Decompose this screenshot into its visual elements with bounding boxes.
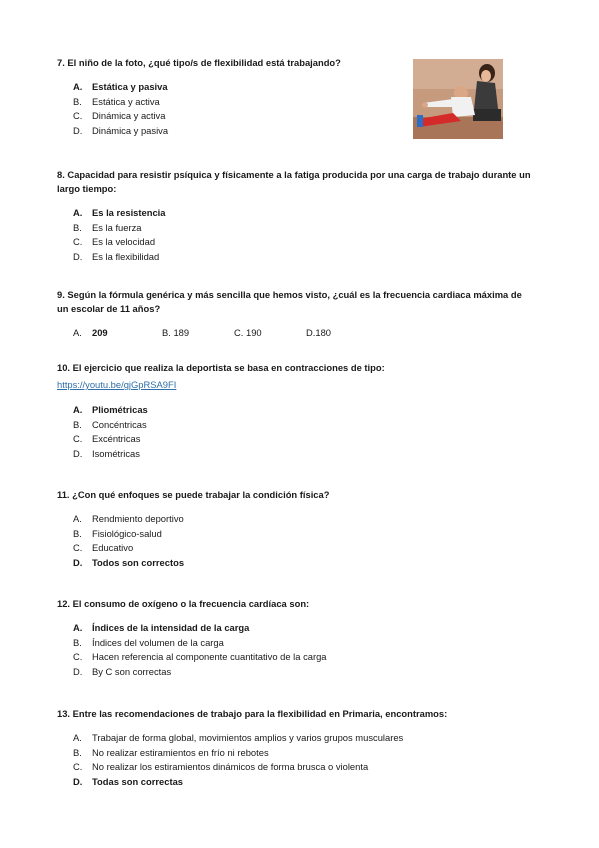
question-12-options [57,621,535,679]
question-12-text: 12. El consumo de oxígeno o la frecuencia cardíaca son: [57,598,310,609]
option-d[interactable]: D. Isométricas [73,447,140,459]
question-12 [57,597,535,679]
option-a-letter: A. [73,327,82,338]
question-11-text: 11. ¿Con qué enfoques se puede trabajar la condición física? [57,489,330,500]
option-a[interactable]: A. Es la resistencia [73,207,166,218]
question-11 [57,488,535,570]
option-b[interactable]: B. Fisiológico-salud [73,527,162,539]
video-link[interactable]: https://youtu.be/gjGpRSA9FI [57,379,177,390]
question-7-text: 7. El niño de la foto, ¿qué tipo/s de flexibilidad está trabajando? [57,57,341,68]
question-7-options [57,80,535,138]
option-c[interactable]: C. Educativo [73,542,134,554]
question-9-options [57,326,535,340]
question-9-text: 9. Según la fórmula genérica y más sencilla que hemos visto, ¿cuál es la frecuencia cardiaca máxima de un escolar de 11 años? [57,289,522,314]
option-c[interactable]: C. Dinámica y activa [73,110,166,122]
question-13-options [57,731,535,789]
question-9 [57,288,535,340]
question-10 [57,361,535,461]
option-d[interactable]: D. Es la flexibilidad [73,250,160,262]
question-11-options [57,512,535,570]
option-a[interactable]: A. Índices de la intensidad de la carga [73,622,250,633]
question-8-options [57,206,535,264]
option-d[interactable]: D. By C son correctas [73,665,172,677]
option-b[interactable]: B. Es la fuerza [73,221,142,233]
option-b[interactable]: B. No realizar estiramientos en frío ni rebotes [73,746,269,758]
option-d[interactable]: D. Todas son correctas [73,775,184,787]
option-a[interactable]: A. Rendmiento deportivo [73,513,184,524]
option-a[interactable]: 209 [92,327,108,338]
option-d[interactable]: D. Dinámica y pasiva [73,124,169,136]
option-c[interactable]: C. Es la velocidad [73,236,156,248]
option-c[interactable]: C. Excéntricas [73,433,141,445]
option-b[interactable]: B. Índices del volumen de la carga [73,636,224,648]
option-c[interactable]: C. 190 [234,327,262,338]
question-10-text: 10. El ejercicio que realiza la deportista se basa en contracciones de tipo: [57,362,385,373]
option-b[interactable]: B. Estática y activa [73,95,160,107]
option-c[interactable]: C. Hacen referencia al componente cuantitativo de la carga [73,651,327,663]
question-8 [57,168,535,264]
option-a[interactable]: A. Estática y pasiva [73,81,168,92]
question-13-text: 13. Entre las recomendaciones de trabajo para la flexibilidad en Primaria, encontramos: [57,708,448,719]
option-a[interactable]: A. Pliométricas [73,404,148,415]
option-b[interactable]: B. Concéntricas [73,418,147,430]
option-d[interactable]: D.180 [306,327,332,338]
option-a[interactable]: A. Trabajar de forma global, movimientos amplios y varios grupos musculares [73,732,404,743]
option-d[interactable]: D. Todos son correctos [73,556,185,568]
option-c[interactable]: C. No realizar los estiramientos dinámicos de forma brusca o violenta [73,761,369,773]
question-8-text: 8. Capacidad para resistir psíquica y físicamente a la fatiga producida por una carga de trabajo durante un largo tiempo: [57,169,531,194]
question-7 [57,56,535,138]
option-b[interactable]: B. 189 [162,327,190,338]
question-13 [57,707,535,789]
question-10-options [57,403,535,461]
